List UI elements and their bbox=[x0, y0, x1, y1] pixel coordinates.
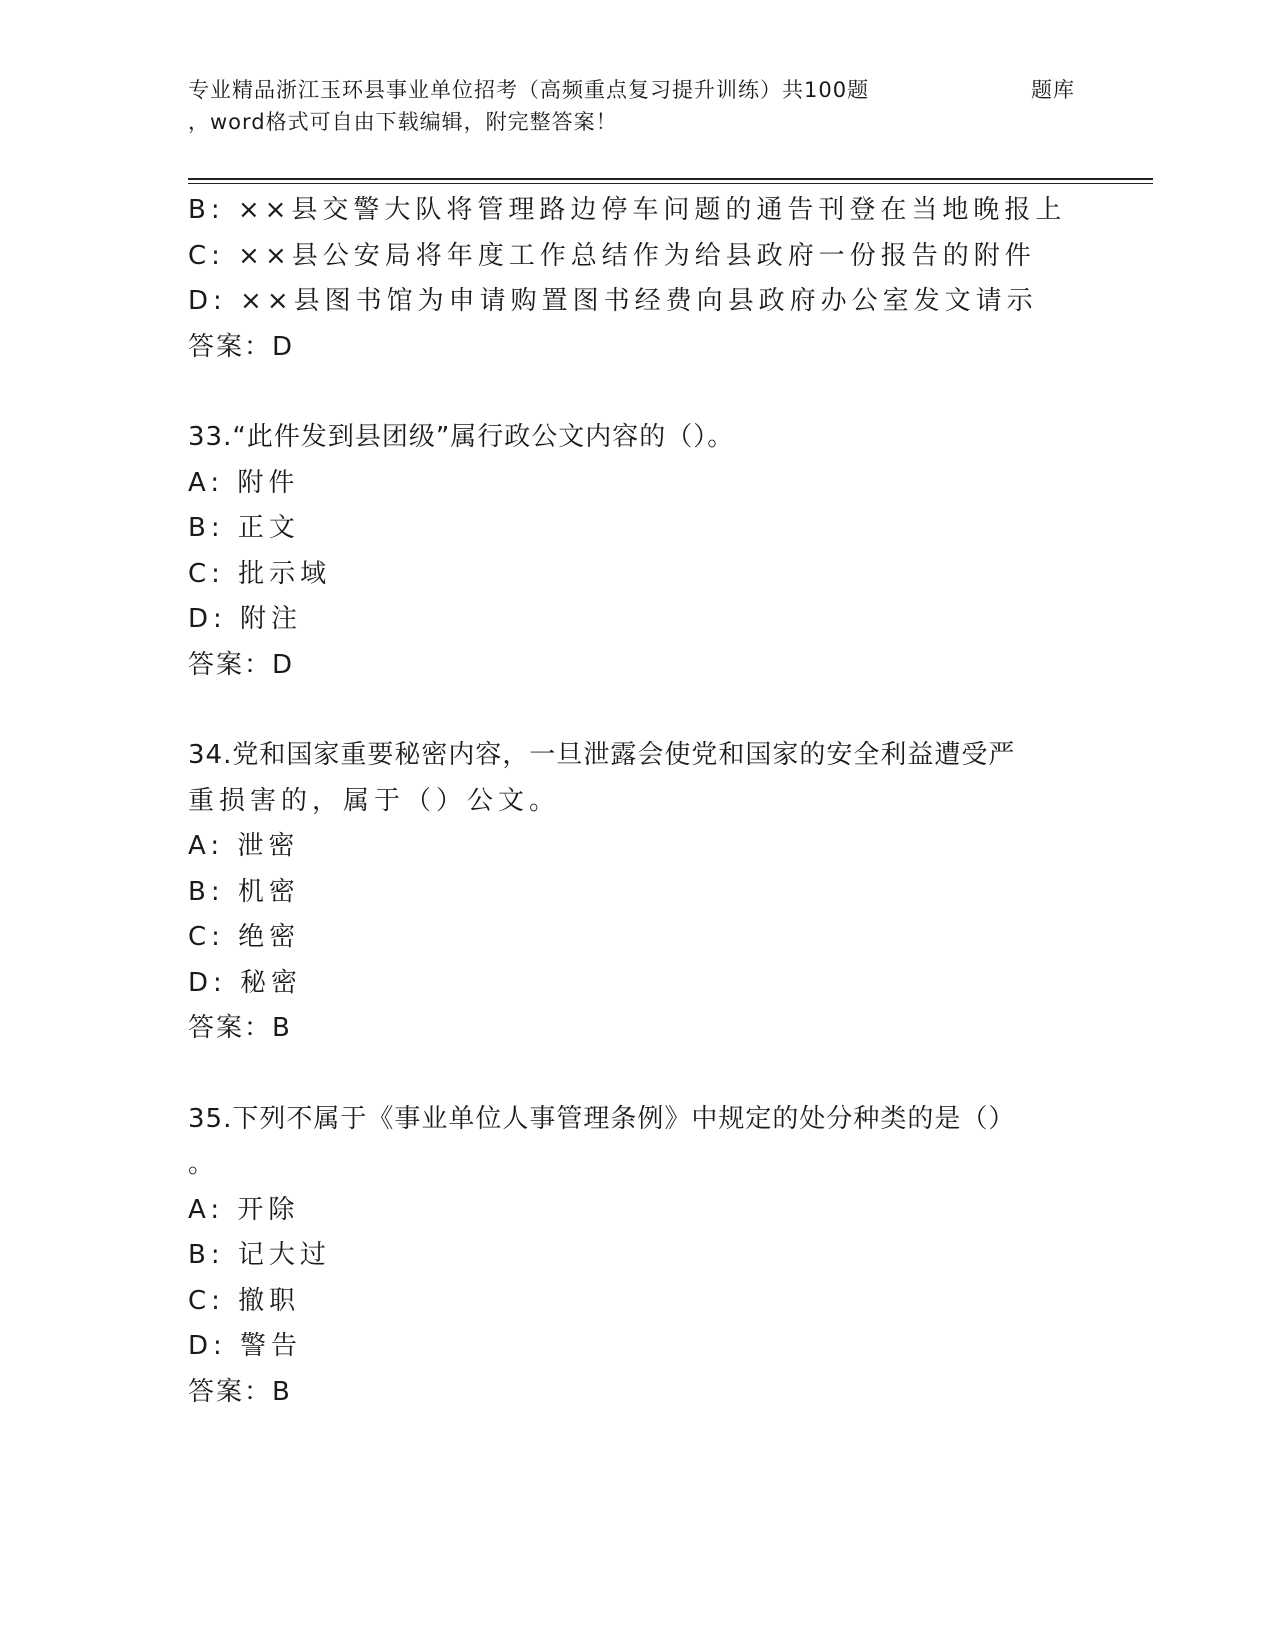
question-32-continued bbox=[188, 188, 1098, 370]
spacer bbox=[188, 688, 1098, 733]
option-d: D: 警告 bbox=[188, 1331, 303, 1361]
option-c: C: ××县公安局将年度工作总结作为给县政府一份报告的附件 bbox=[188, 240, 1036, 271]
question-stem: 33.“此件发到县团级”属行政公文内容的（）。 bbox=[188, 422, 735, 452]
question-stem-continued: 。 bbox=[188, 1149, 220, 1179]
question-35 bbox=[188, 1097, 1098, 1416]
header-title-line: 专业精品浙江玉环县事业单位招考（高频重点复习提升训练）共100题 bbox=[188, 78, 870, 102]
option-d: D: 秘密 bbox=[188, 967, 303, 998]
option-b: B: 正文 bbox=[188, 513, 300, 543]
header-divider-thin bbox=[188, 183, 1153, 184]
option-a: A: 开除 bbox=[188, 1194, 300, 1225]
option-b: B: ××县交警大队将管理路边停车问题的通告刊登在当地晚报上 bbox=[188, 195, 1067, 225]
option-d: D: 附注 bbox=[188, 604, 303, 634]
question-stem: 35.下列不属于《事业单位人事管理条例》中规定的处分种类的是（） bbox=[188, 1103, 1016, 1134]
document-header bbox=[188, 74, 1088, 138]
header-subtitle-line: ，word格式可自由下载编辑，附完整答案！ bbox=[188, 110, 618, 134]
question-stem: 34.党和国家重要秘密内容，一旦泄露会使党和国家的安全利益遭受严 bbox=[188, 740, 1016, 770]
question-33 bbox=[188, 415, 1098, 688]
option-c: C: 撤职 bbox=[188, 1285, 301, 1316]
option-c: C: 批示域 bbox=[188, 558, 332, 589]
header-divider-thick bbox=[188, 178, 1153, 180]
answer-line: 答案：D bbox=[188, 331, 295, 362]
spacer bbox=[188, 370, 1098, 415]
answer-line: 答案：B bbox=[188, 1013, 292, 1043]
header-tag: 题库 bbox=[1031, 78, 1075, 102]
option-c: C: 绝密 bbox=[188, 922, 301, 952]
question-stem-continued: 重损害的，属于（）公文。 bbox=[188, 785, 561, 816]
answer-line: 答案：D bbox=[188, 649, 295, 680]
option-b: B: 记大过 bbox=[188, 1240, 331, 1270]
spacer bbox=[188, 1052, 1098, 1097]
option-a: A: 附件 bbox=[188, 467, 300, 498]
option-d: D: ××县图书馆为申请购置图书经费向县政府办公室发文请示 bbox=[188, 286, 1038, 316]
answer-line: 答案：B bbox=[188, 1376, 292, 1407]
option-b: B: 机密 bbox=[188, 876, 300, 907]
document-body bbox=[188, 188, 1098, 1415]
option-a: A: 泄密 bbox=[188, 831, 300, 861]
question-34 bbox=[188, 733, 1098, 1052]
